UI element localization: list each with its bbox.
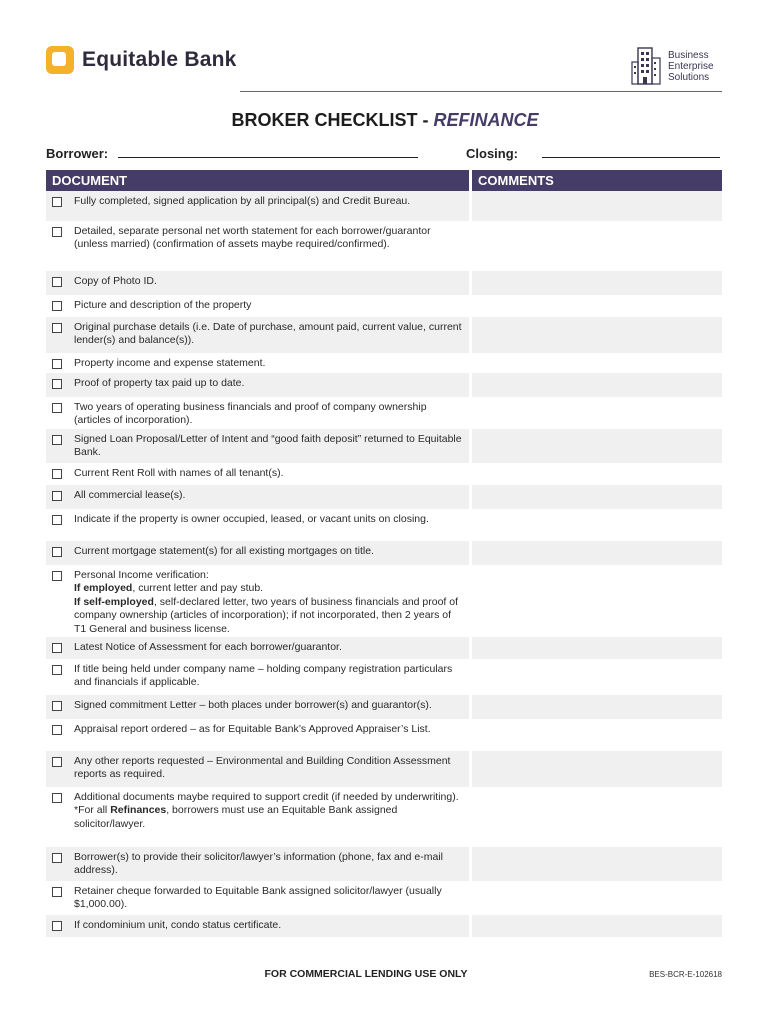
bes-wordmark bbox=[668, 50, 714, 83]
closing-input-line[interactable] bbox=[542, 145, 720, 158]
comment-cell[interactable] bbox=[472, 751, 722, 787]
checklist-row bbox=[46, 637, 722, 659]
document-cell bbox=[46, 915, 469, 937]
checklist-row bbox=[46, 565, 722, 637]
checkbox[interactable] bbox=[52, 921, 62, 931]
checkbox[interactable] bbox=[52, 435, 62, 445]
bes-line-3: Solutions bbox=[668, 71, 710, 83]
document-cell bbox=[46, 695, 469, 719]
document-cell bbox=[46, 881, 469, 915]
comment-cell[interactable] bbox=[472, 509, 722, 541]
document-text: Copy of Photo ID. bbox=[74, 275, 157, 287]
document-text: Property income and expense statement. bbox=[74, 357, 266, 369]
checklist-row bbox=[46, 317, 722, 353]
checkbox[interactable] bbox=[52, 403, 62, 413]
checkbox[interactable] bbox=[52, 643, 62, 653]
checklist-row bbox=[46, 221, 722, 271]
checkbox[interactable] bbox=[52, 571, 62, 581]
document-cell bbox=[46, 397, 469, 429]
comment-cell[interactable] bbox=[472, 295, 722, 317]
line-text: , current letter and pay stub. bbox=[132, 582, 264, 595]
checkbox[interactable] bbox=[52, 277, 62, 287]
checkbox[interactable] bbox=[52, 701, 62, 711]
comment-cell[interactable] bbox=[472, 353, 722, 373]
checkbox[interactable] bbox=[52, 197, 62, 207]
bes-line-1: Business bbox=[668, 49, 709, 61]
document-cell bbox=[46, 719, 469, 751]
line-text-after: , borrowers must use an Equitable Bank assigned solicitor/lawyer. bbox=[74, 804, 398, 830]
document-text: Indicate if the property is owner occupied, leased, or vacant units on closing. bbox=[74, 513, 429, 525]
checkbox[interactable] bbox=[52, 227, 62, 237]
document-text: Latest Notice of Assessment for each borrower/guarantor. bbox=[74, 641, 342, 653]
emphasis-text: If employed bbox=[74, 582, 133, 595]
document-cell bbox=[46, 751, 469, 787]
table-header bbox=[46, 170, 722, 191]
document-text-line bbox=[74, 569, 463, 582]
bank-name: Equitable Bank bbox=[82, 48, 237, 71]
document-text bbox=[74, 791, 463, 831]
title-main: BROKER CHECKLIST - bbox=[231, 110, 434, 130]
checklist-row bbox=[46, 847, 722, 881]
title-accent: REFINANCE bbox=[433, 110, 539, 130]
checklist-row bbox=[46, 719, 722, 751]
comment-cell[interactable] bbox=[472, 695, 722, 719]
checklist-row bbox=[46, 751, 722, 787]
checklist-row bbox=[46, 787, 722, 847]
document-cell bbox=[46, 191, 469, 221]
form-code: BES-BCR-E-102618 bbox=[649, 970, 722, 979]
comment-cell[interactable] bbox=[472, 847, 722, 881]
checkbox[interactable] bbox=[52, 665, 62, 675]
equitable-bank-logo bbox=[46, 46, 237, 74]
checkbox[interactable] bbox=[52, 547, 62, 557]
emphasis-text: Refinances bbox=[110, 804, 167, 817]
closing-field bbox=[466, 145, 720, 161]
comment-cell[interactable] bbox=[472, 429, 722, 463]
checkbox[interactable] bbox=[52, 853, 62, 863]
document-text bbox=[74, 569, 463, 636]
line-text: Personal Income verification: bbox=[74, 569, 209, 581]
document-cell bbox=[46, 221, 469, 271]
checklist-row bbox=[46, 463, 722, 485]
comments-column-header: COMMENTS bbox=[472, 170, 722, 191]
comment-cell[interactable] bbox=[472, 463, 722, 485]
document-text-line bbox=[74, 791, 463, 804]
checklist-row bbox=[46, 659, 722, 695]
checklist-row bbox=[46, 397, 722, 429]
document-cell bbox=[46, 271, 469, 295]
document-cell bbox=[46, 787, 469, 847]
document-cell bbox=[46, 295, 469, 317]
document-text: Retainer cheque forwarded to Equitable Bank assigned solicitor/lawyer (usually $1,000.00). bbox=[74, 885, 442, 911]
borrower-input-line[interactable] bbox=[118, 145, 418, 158]
comment-cell[interactable] bbox=[472, 719, 722, 751]
document-text: Signed Loan Proposal/Letter of Intent and “good faith deposit” returned to Equitable Bank. bbox=[74, 433, 462, 459]
emphasis-text: If self-employed bbox=[74, 595, 154, 608]
footer-note: FOR COMMERCIAL LENDING USE ONLY bbox=[264, 968, 468, 980]
line-text: *For all bbox=[74, 804, 111, 817]
document-cell bbox=[46, 541, 469, 565]
checklist-row bbox=[46, 353, 722, 373]
comment-cell[interactable] bbox=[472, 637, 722, 659]
comment-cell[interactable] bbox=[472, 915, 722, 937]
comment-cell[interactable] bbox=[472, 541, 722, 565]
checklist-row bbox=[46, 485, 722, 509]
checkbox[interactable] bbox=[52, 887, 62, 897]
document-text: Any other reports requested – Environmental and Building Condition Assessment reports as required. bbox=[74, 755, 451, 781]
line-text: , self-declared letter, two years of business financials and proof of company ownership (articles of incorporation); if not incorporated, then 2 years of T1 General and business license. bbox=[74, 595, 459, 635]
comment-cell[interactable] bbox=[472, 659, 722, 695]
comment-cell[interactable] bbox=[472, 191, 722, 221]
document-text: Borrower(s) to provide their solicitor/lawyer’s information (phone, fax and e-mail address). bbox=[74, 851, 444, 877]
document-cell bbox=[46, 353, 469, 373]
line-text: Additional documents maybe required to support credit (if needed by underwriting). bbox=[74, 791, 459, 803]
comment-cell[interactable] bbox=[472, 317, 722, 353]
document-cell bbox=[46, 509, 469, 541]
checklist-row bbox=[46, 295, 722, 317]
checkbox[interactable] bbox=[52, 323, 62, 333]
checkbox[interactable] bbox=[52, 301, 62, 311]
comment-cell[interactable] bbox=[472, 373, 722, 397]
checkbox[interactable] bbox=[52, 469, 62, 479]
checklist-row bbox=[46, 271, 722, 295]
checklist-row bbox=[46, 429, 722, 463]
document-column-header: DOCUMENT bbox=[46, 170, 469, 191]
header-rule bbox=[240, 91, 722, 92]
document-text: If condominium unit, condo status certificate. bbox=[74, 919, 282, 931]
checklist-row bbox=[46, 541, 722, 565]
comment-cell[interactable] bbox=[472, 221, 722, 271]
document-text: Proof of property tax paid up to date. bbox=[74, 377, 245, 389]
bes-logo bbox=[630, 46, 714, 86]
checkbox[interactable] bbox=[52, 379, 62, 389]
document-text: Detailed, separate personal net worth statement for each borrower/guarantor (unless married) (confirmation of assets maybe required/confirmed). bbox=[74, 225, 431, 251]
document-cell bbox=[46, 637, 469, 659]
document-text: Appraisal report ordered – as for Equitable Bank’s Approved Appraiser’s List. bbox=[74, 723, 431, 735]
document-cell bbox=[46, 317, 469, 353]
comment-cell[interactable] bbox=[472, 787, 722, 847]
document-cell bbox=[46, 429, 469, 463]
document-text: Original purchase details (i.e. Date of purchase, amount paid, current value, current lender(s) and balance(s)). bbox=[74, 321, 462, 347]
borrower-label: Borrower: bbox=[46, 146, 109, 161]
closing-label: Closing: bbox=[466, 146, 518, 161]
document-text: Picture and description of the property bbox=[74, 299, 252, 311]
page-title bbox=[0, 110, 770, 131]
document-cell bbox=[46, 565, 469, 637]
checkbox[interactable] bbox=[52, 491, 62, 501]
document-text: All commercial lease(s). bbox=[74, 489, 186, 501]
document-text-line bbox=[74, 596, 463, 636]
checklist-row bbox=[46, 191, 722, 221]
document-text: Current Rent Roll with names of all tenant(s). bbox=[74, 467, 284, 479]
checklist-rows bbox=[46, 191, 722, 937]
checkbox[interactable] bbox=[52, 515, 62, 525]
bes-line-2: Enterprise bbox=[668, 60, 714, 72]
checkbox[interactable] bbox=[52, 757, 62, 767]
document-cell bbox=[46, 463, 469, 485]
checklist-row bbox=[46, 915, 722, 937]
checklist-row bbox=[46, 373, 722, 397]
checklist-row bbox=[46, 881, 722, 915]
document-text-line bbox=[74, 804, 463, 831]
document-text: If title being held under company name – holding company registration particulars and financials if applicable. bbox=[74, 663, 453, 689]
document-cell bbox=[46, 847, 469, 881]
document-text: Current mortgage statement(s) for all existing mortgages on title. bbox=[74, 545, 374, 557]
document-text-line bbox=[74, 582, 463, 595]
document-cell bbox=[46, 659, 469, 695]
document-cell bbox=[46, 485, 469, 509]
document-cell bbox=[46, 373, 469, 397]
comment-cell[interactable] bbox=[472, 397, 722, 429]
comment-cell[interactable] bbox=[472, 271, 722, 295]
checklist-table bbox=[46, 170, 722, 937]
document-text: Two years of operating business financials and proof of company ownership (articles of incorporation). bbox=[74, 401, 427, 427]
document-text: Fully completed, signed application by all principal(s) and Credit Bureau. bbox=[74, 195, 411, 207]
comment-cell[interactable] bbox=[472, 881, 722, 915]
equitable-logo-icon bbox=[46, 46, 74, 74]
checklist-row bbox=[46, 695, 722, 719]
comment-cell[interactable] bbox=[472, 485, 722, 509]
document-text: Signed commitment Letter – both places under borrower(s) and guarantor(s). bbox=[74, 699, 432, 711]
comment-cell[interactable] bbox=[472, 565, 722, 637]
building-icon bbox=[630, 46, 662, 86]
borrower-field bbox=[46, 145, 418, 161]
checkbox[interactable] bbox=[52, 725, 62, 735]
checkbox[interactable] bbox=[52, 359, 62, 369]
checkbox[interactable] bbox=[52, 793, 62, 803]
checklist-row bbox=[46, 509, 722, 541]
